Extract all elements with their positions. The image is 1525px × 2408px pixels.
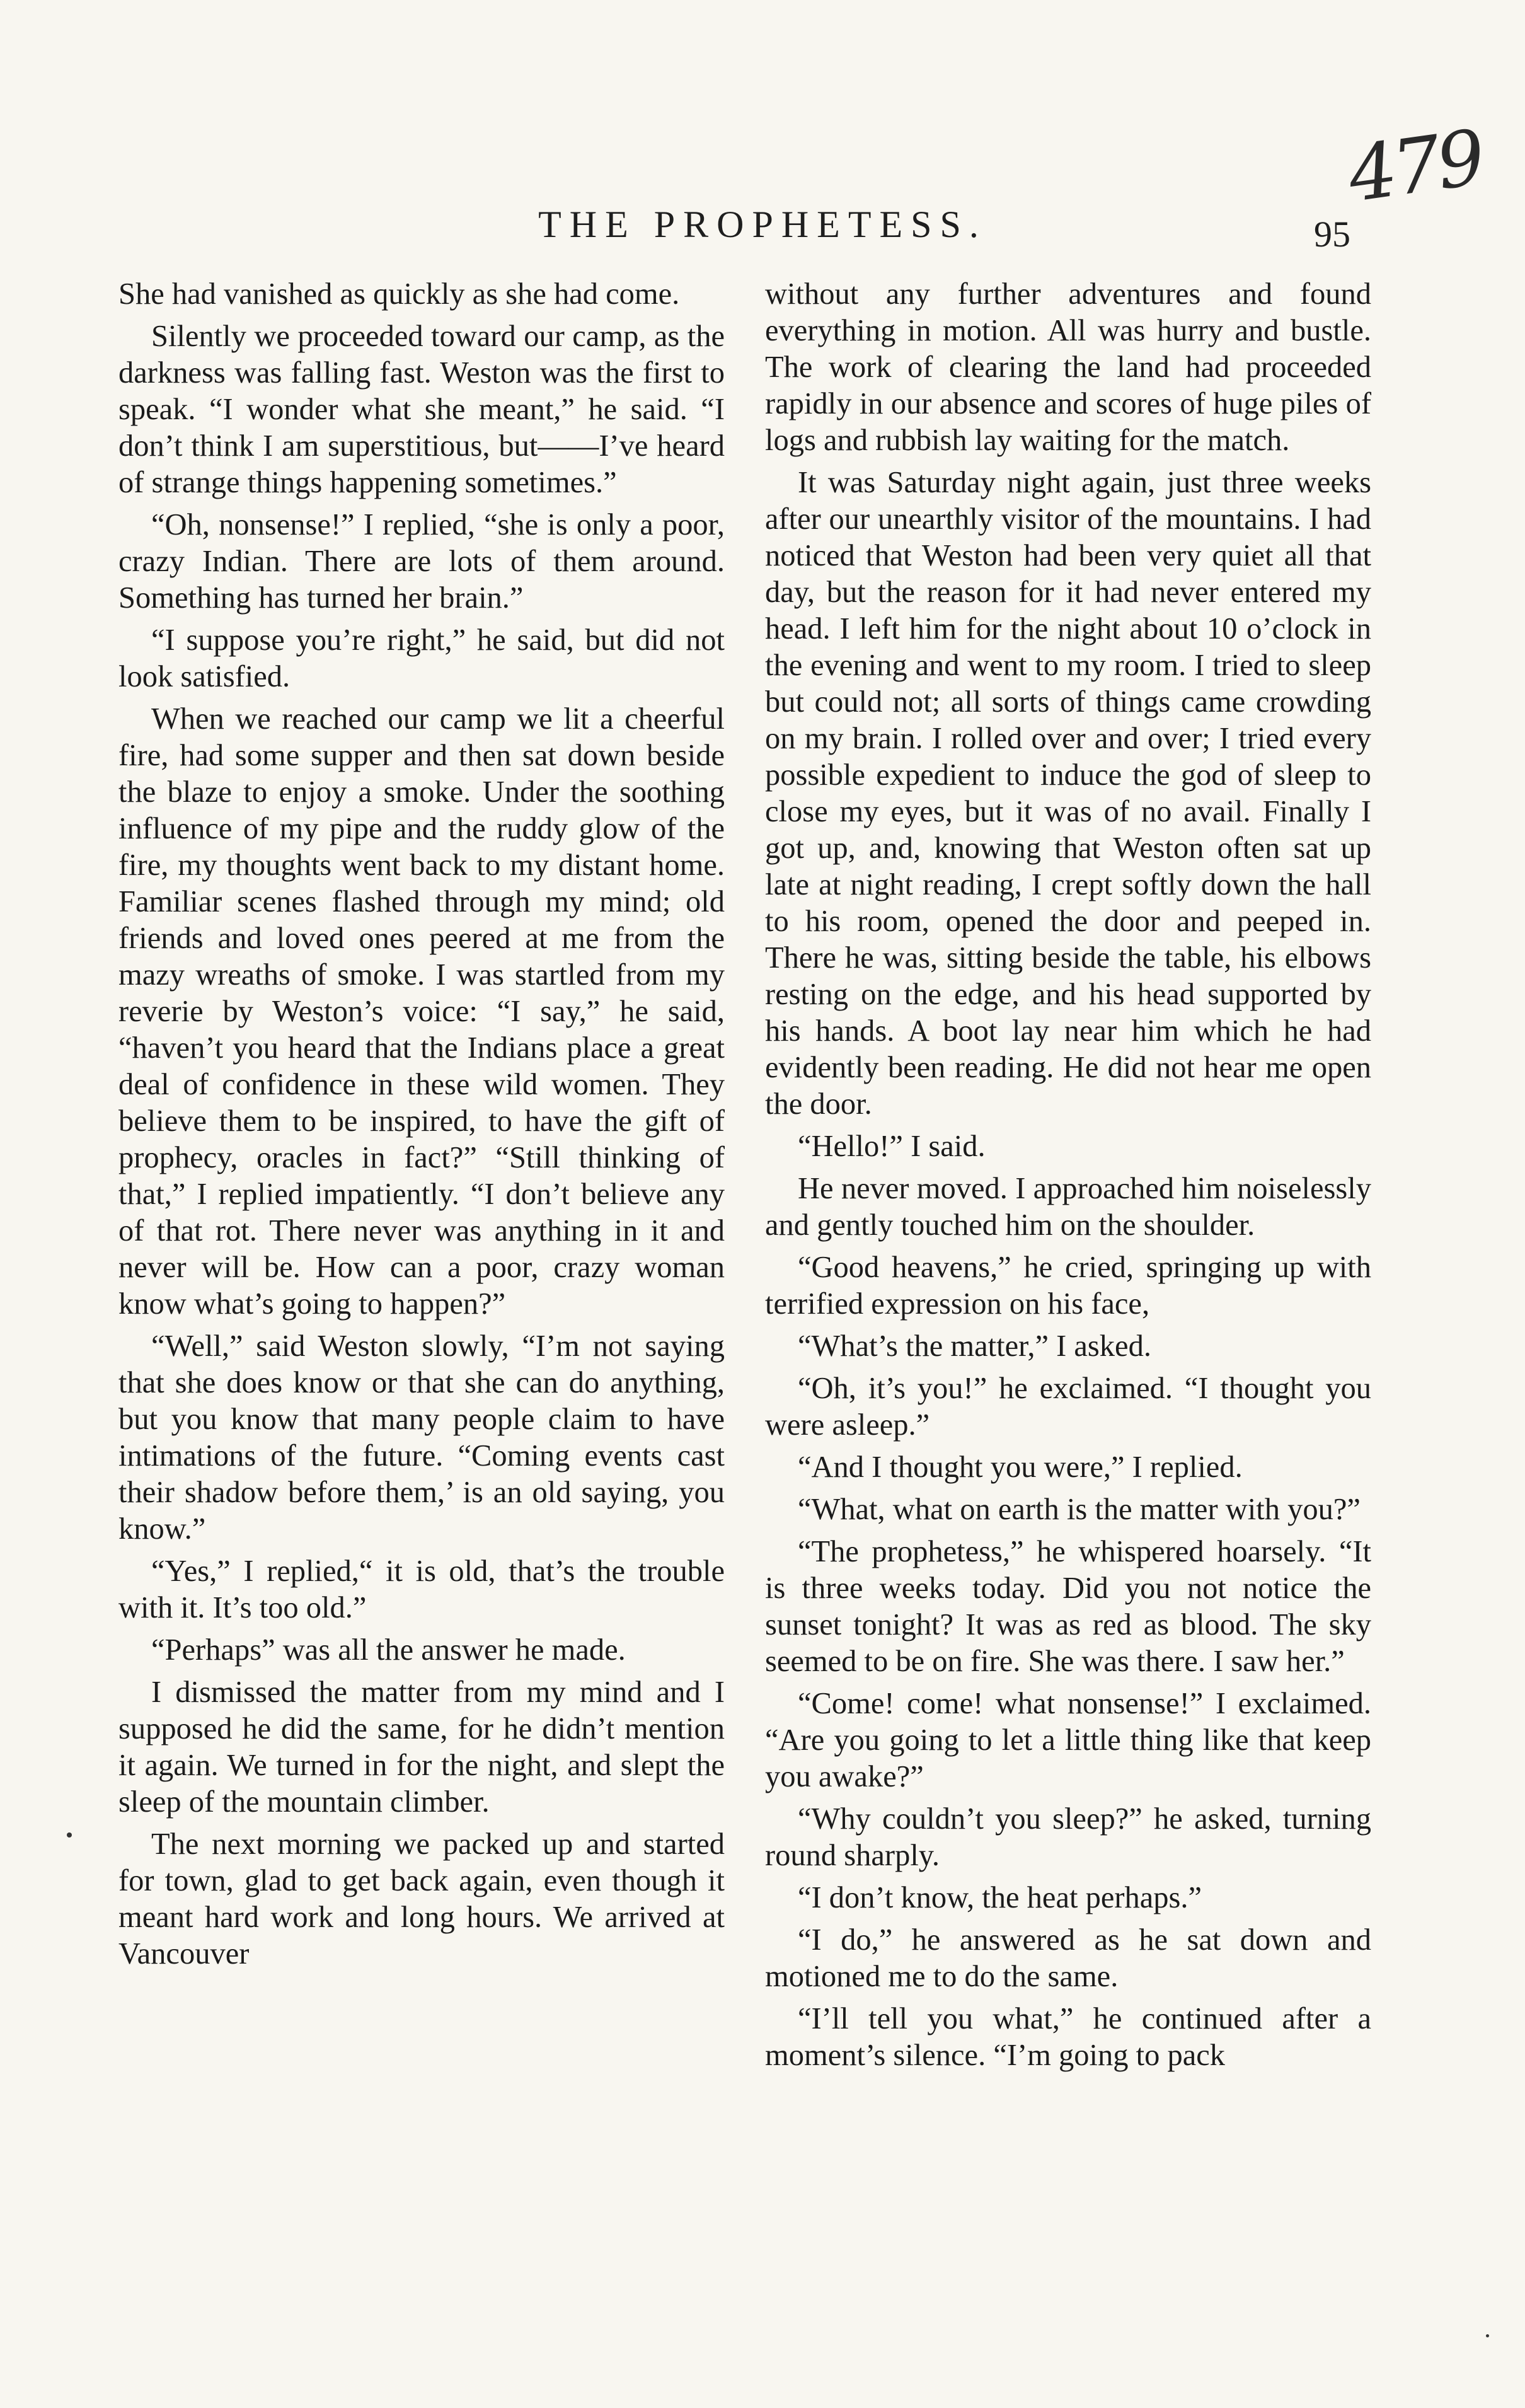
paragraph: “The prophetess,” he whispered hoarsely. “It is three weeks today. Did you not notice the sunset tonight? It was as red as blood. The sky seemed to be on fire. She was there. I saw her.”	[765, 1535, 1371, 1678]
paragraph: “And I thought you were,” I replied.	[798, 1450, 1243, 1484]
handwritten-page-number: 479	[1343, 113, 1487, 220]
left-column	[118, 276, 725, 1978]
paragraph: “Well,” said Weston slowly, “I’m not saying that she does know or that she can do anything, but you know that many people claim to have intimations of the future. “Coming events cast their shadow before them,’ is an old saying, you know.”	[118, 1329, 725, 1546]
paragraph: The next morning we packed up and started for town, glad to get back again, even though it meant hard work and long hours. We arrived at Vancouver	[118, 1827, 725, 1971]
ink-speck	[1486, 2334, 1489, 2337]
paragraph: “Hello!” I said.	[798, 1130, 986, 1163]
paragraph: When we reached our camp we lit a cheerful fire, had some supper and then sat down beside the blaze to enjoy a smoke. Under the soothing influence of my pipe and the ruddy glow of the fire, my thoughts went back to my distant home. Familiar scenes flashed through my mind; old friends and loved ones peered at me from the mazy wreaths of smoke. I was startled from my reverie by Weston’s voice: “I say,” he said, “haven’t you heard that the Indians place a great deal of confidence in these wild women. They believe them to be inspired, to have the gift of prophecy, oracles in fact?” “Still thinking of that,” I replied impatiently. “I don’t believe any of that rot. There never was anything in it and never will be. How can a poor, crazy woman know what’s going to happen?”	[118, 702, 725, 1321]
paragraph: “Perhaps” was all the answer he made.	[151, 1633, 626, 1667]
paragraph: “Why couldn’t you sleep?” he asked, turning round sharply.	[765, 1802, 1371, 1872]
paragraph: “Yes,” I replied,“ it is old, that’s the trouble with it. It’s too old.”	[118, 1554, 725, 1624]
paragraph: “Come! come! what nonsense!” I exclaimed. “Are you going to let a little thing like that keep you awake?”	[765, 1687, 1371, 1793]
paragraph: “I don’t know, the heat perhaps.”	[798, 1881, 1202, 1914]
running-head: THE PROPHETESS.	[538, 204, 987, 245]
paragraph: “What’s the matter,” I asked.	[798, 1329, 1151, 1363]
paragraph: It was Saturday night again, just three weeks after our unearthly visitor of the mountains. I had noticed that Weston had been very quiet all that day, but the reason for it had never entered my head. I left him for the night about 10 o’clock in the evening and went to my room. I tried to sleep but could not; all sorts of things came crowding on my brain. I rolled over and over; I tried every possible expedient to induce the god of sleep to close my eyes, but it was of no avail. Finally I got up, and, knowing that Weston often sat up late at night reading, I crept softly down the hall to his room, opened the door and peeped in. There he was, sitting beside the table, his elbows resting on the edge, and his head supported by his hands. A boot lay near him which he had evidently been reading. He did not hear me open the door.	[765, 466, 1371, 1121]
paragraph: “Oh, nonsense!” I replied, “she is only a poor, crazy Indian. There are lots of them around. Something has turned her brain.”	[118, 508, 725, 615]
paragraph: She had vanished as quickly as she had come.	[118, 277, 680, 311]
paragraph: I dismissed the matter from my mind and I supposed he did the same, for he didn’t mention it again. We turned in for the night, and slept the sleep of the mountain climber.	[118, 1676, 725, 1819]
right-column	[765, 276, 1371, 2080]
page-number: 95	[1314, 214, 1350, 255]
ink-speck	[67, 1832, 72, 1838]
paragraph: “Oh, it’s you!” he exclaimed. “I thought you were asleep.”	[765, 1372, 1371, 1442]
paragraph: “I do,” he answered as he sat down and motioned me to do the same.	[765, 1923, 1371, 1993]
paragraph: “I’ll tell you what,” he continued after a moment’s silence. “I’m going to pack	[765, 2002, 1371, 2072]
paragraph: “Good heavens,” he cried, springing up with terrified expression on his face,	[765, 1251, 1371, 1321]
paragraph: “What, what on earth is the matter with you?”	[798, 1493, 1361, 1526]
paragraph: He never moved. I approached him noiselessly and gently touched him on the shoulder.	[765, 1172, 1371, 1242]
paragraph: without any further adventures and found everything in motion. All was hurry and bustle. The work of clearing the land had proceeded rapidly in our absence and scores of huge piles of logs and rubbish lay waiting for the match.	[765, 277, 1371, 457]
paragraph: Silently we proceeded toward our camp, as the darkness was falling fast. Weston was the first to speak. “I wonder what she meant,” he said. “I don’t think I am superstitious, but——I’ve heard of strange things happening sometimes.”	[118, 320, 725, 499]
paragraph: “I suppose you’re right,” he said, but did not look satisfied.	[118, 623, 725, 693]
